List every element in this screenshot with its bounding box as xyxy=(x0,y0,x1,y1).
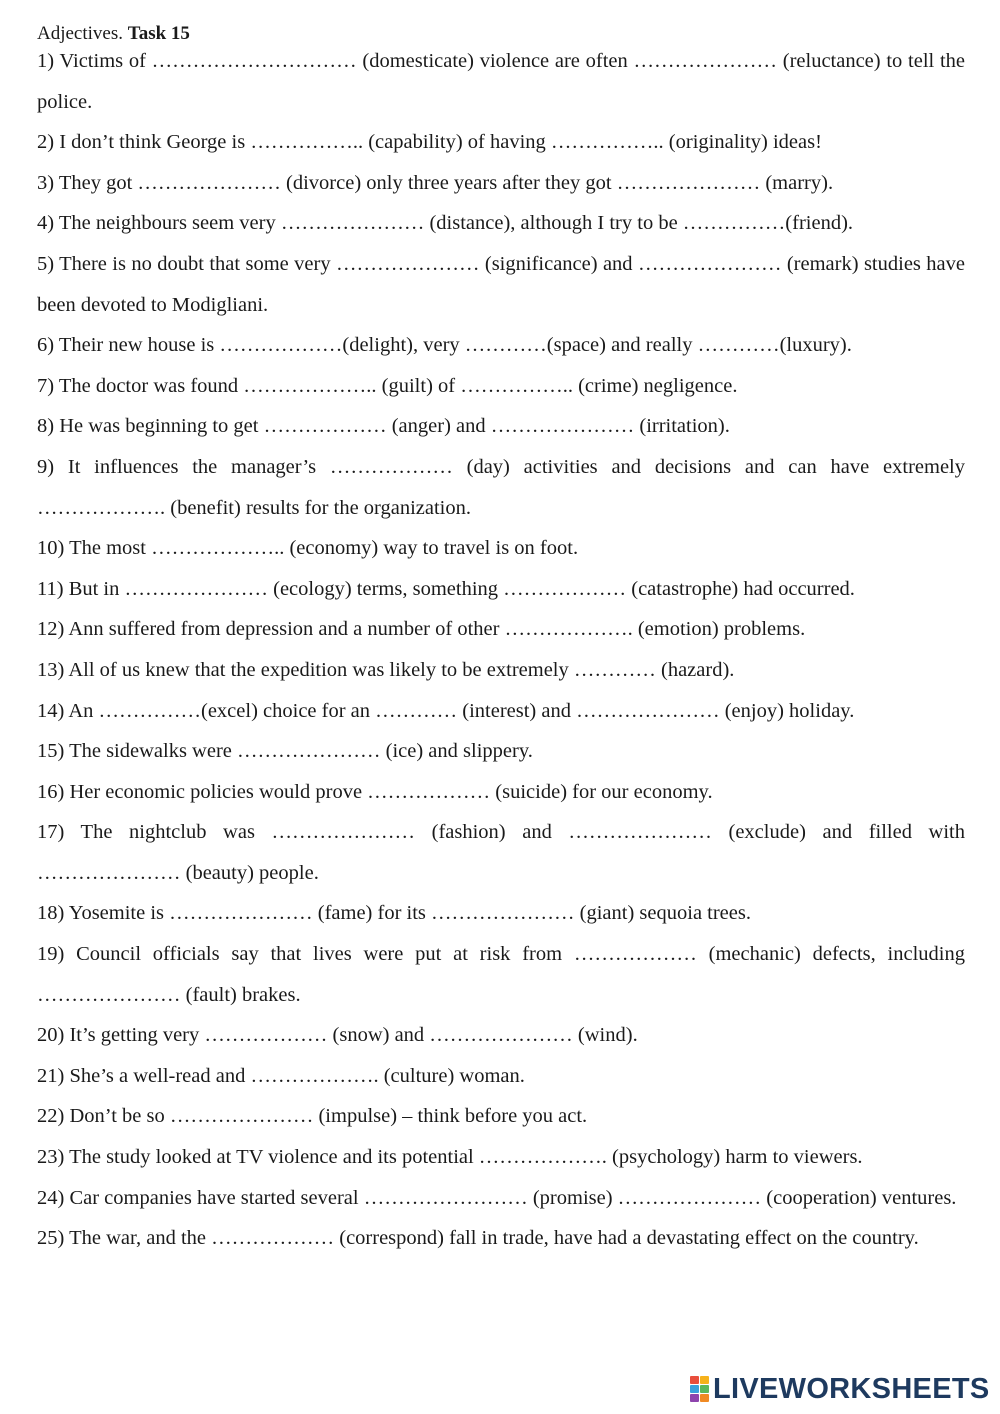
exercise-item-22: 22) Don’t be so ………………… (impulse) – think before you act. xyxy=(37,1105,588,1128)
exercise-item-8: 8) He was beginning to get ……………… (anger) and ………………… (irritation). xyxy=(37,415,730,438)
exercise-item-3: 3) They got ………………… (divorce) only three years after they got ………………… (marry). xyxy=(37,171,834,194)
task-number: Task 15 xyxy=(127,23,190,44)
liveworksheets-logo-icon xyxy=(690,1376,709,1402)
exercise-item-5: 5) There is no doubt that some very ………………… (significance) and ………………… (remark) studies have been devoted to Modigliani. xyxy=(37,252,965,316)
exercise-item-18: 18) Yosemite is ………………… (fame) for its ………………… (giant) sequoia trees. xyxy=(37,902,751,925)
logo-wordmark: LIVEWORKSHEETS xyxy=(713,1372,990,1405)
exercise-item-23: 23) The study looked at TV violence and its potential ………………. (psychology) harm to viewers. xyxy=(37,1146,863,1169)
liveworksheets-logo xyxy=(690,1372,990,1406)
exercise-item-12: 12) Ann suffered from depression and a number of other ………………. (emotion) problems. xyxy=(37,618,806,641)
exercise-item-24: 24) Car companies have started several …………………… (promise) ………………… (cooperation) ventures. xyxy=(37,1186,957,1209)
exercise-item-9: 9) It influences the manager’s ……………… (day) activities and decisions and can have extremely ………………. (benefit) results for the organization. xyxy=(37,455,965,519)
exercise-item-13: 13) All of us knew that the expedition was likely to be extremely ………… (hazard). xyxy=(37,658,735,681)
exercise-item-16: 16) Her economic policies would prove ……………… (suicide) for our economy. xyxy=(37,780,713,803)
logo-tile xyxy=(700,1376,709,1384)
exercise-item-4: 4) The neighbours seem very ………………… (distance), although I try to be ……………(friend). xyxy=(37,212,854,235)
exercise-item-6: 6) Their new house is ………………(delight), very …………(space) and really …………(luxury). xyxy=(37,334,852,357)
exercise-item-14: 14) An ……………(excel) choice for an ………… (interest) and ………………… (enjoy) holiday. xyxy=(37,699,855,722)
exercise-item-20: 20) It’s getting very ……………… (snow) and ………………… (wind). xyxy=(37,1024,638,1047)
exercise-item-7: 7) The doctor was found ……………….. (guilt) of …………….. (crime) negligence. xyxy=(37,374,738,397)
exercise-item-15: 15) The sidewalks were ………………… (ice) and slippery. xyxy=(37,740,533,763)
logo-tile xyxy=(690,1385,699,1393)
logo-tile xyxy=(700,1385,709,1393)
exercise-item-17: 17) The nightclub was ………………… (fashion) and ………………… (exclude) and filled with ………………… (beauty) people. xyxy=(37,821,965,884)
exercise-item-25: 25) The war, and the ……………… (correspond) fall in trade, have had a devastating effect on the country. xyxy=(37,1227,919,1250)
logo-tile xyxy=(690,1394,699,1402)
exercise-item-19: 19) Council officials say that lives were put at risk from ……………… (mechanic) defects, including ………………… (fault) brakes. xyxy=(37,943,965,1006)
logo-tile xyxy=(690,1376,699,1384)
title-prefix: Adjectives. xyxy=(37,23,124,44)
exercise-item-11: 11) But in ………………… (ecology) terms, something ……………… (catastrophe) had occurred. xyxy=(37,577,855,600)
logo-tile xyxy=(700,1394,709,1402)
exercise-item-21: 21) She’s a well-read and ………………. (culture) woman. xyxy=(37,1064,525,1087)
exercise-list xyxy=(37,41,965,1259)
exercise-item-1: 1) Victims of ………………………… (domesticate) violence are often ………………… (reluctance) to tell the police. xyxy=(37,50,965,113)
exercise-item-10: 10) The most ……………….. (economy) way to travel is on foot. xyxy=(37,537,579,560)
exercise-item-2: 2) I don’t think George is …………….. (capability) of having …………….. (originality) ideas! xyxy=(37,131,822,154)
